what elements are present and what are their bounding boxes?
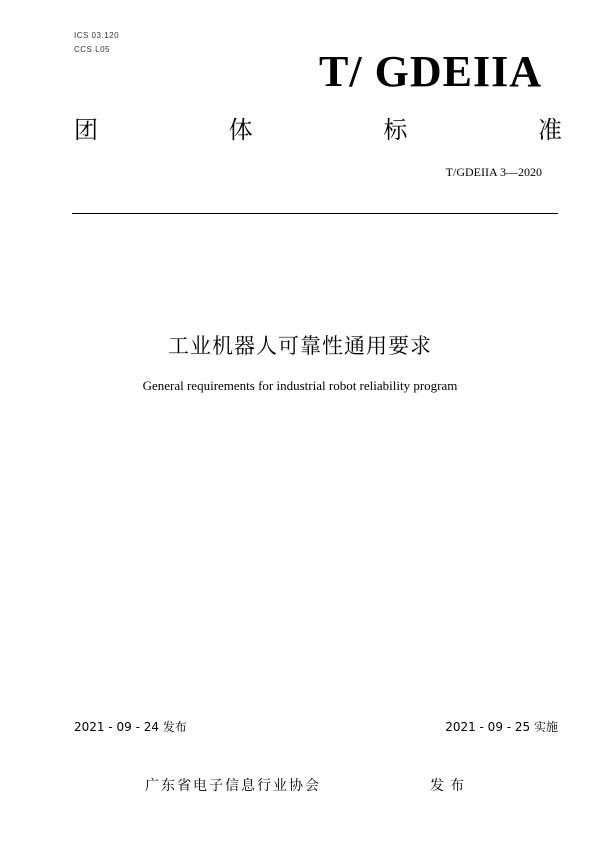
ics-code: ICS 03.120 [74,31,120,40]
standard-type-char: 团 [74,116,98,144]
document-title-chinese: 工业机器人可靠性通用要求 [168,334,432,358]
publisher-name: 广东省电子信息行业协会 [145,778,321,794]
publish-label: 发布 [430,778,470,794]
publish-date: 2021 - 09 - 24 发布 [74,720,187,734]
implementation-date: 2021 - 09 - 25 实施 [445,720,558,734]
document-title-english: General requirements for industrial robot reliability program [142,378,458,393]
standard-type-char: 体 [228,116,253,144]
standard-type-char: 准 [537,116,562,144]
organization-code: T/ GDEIIA [319,47,542,96]
standard-type [74,118,562,142]
header-divider [72,213,558,214]
ccs-code: CCS L05 [74,45,110,54]
standard-number: T/GDEIIA 3—2020 [445,165,542,179]
standard-type-char: 标 [383,116,408,144]
